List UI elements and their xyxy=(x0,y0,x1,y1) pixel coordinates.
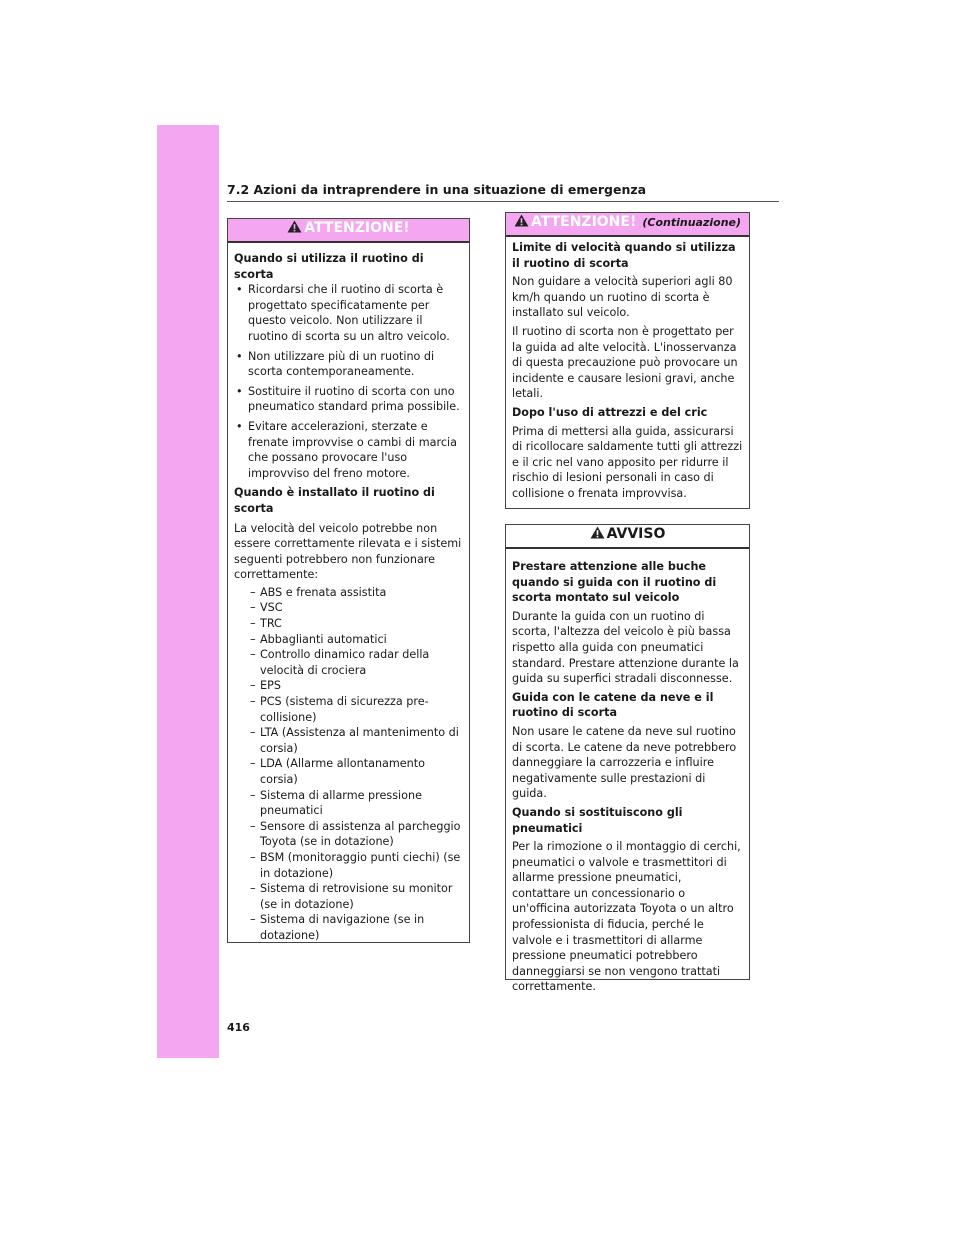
list-item: • Evitare accelerazioni, sterzate e frenate improvvise o cambi di marcia che possano provocare l'uso improvviso del freno motore. xyxy=(234,419,463,481)
section-heading: Guida con le catene da neve e il ruotino di scorta xyxy=(512,690,714,720)
warning-box-left xyxy=(227,218,470,943)
section-heading: Quando si sostituiscono gli pneumatici xyxy=(512,805,683,835)
warning-icon xyxy=(287,220,302,233)
warning-title: ATTENZIONE! xyxy=(530,214,637,230)
section-heading: Quando è installato il ruotino di scorta xyxy=(234,486,435,515)
continuation-label: (Continuazione) xyxy=(642,216,742,229)
paragraph: Non usare le catene da neve sul ruotino di scorta. Le catene da neve potrebbero danneggiare la carrozzeria e influire negativamente sulle prestazioni di guida. xyxy=(512,724,737,801)
list-item: • Non utilizzare più di un ruotino di scorta contemporaneamente. xyxy=(234,349,463,380)
warning-content xyxy=(506,237,749,510)
list-item: – Controllo dinamico radar della velocità di crociera xyxy=(250,647,463,678)
notice-icon xyxy=(590,526,605,539)
list-item: – Sistema di allarme pressione pneumatici xyxy=(250,788,463,819)
warning-header xyxy=(228,219,469,243)
list-item: – Sistema di retrovisione su monitor (se in dotazione) xyxy=(250,881,463,912)
list-item: • Sostituire il ruotino di scorta con uno pneumatico standard prima possibile. xyxy=(234,384,463,415)
section-heading: Limite di velocità quando si utilizza il ruotino di scorta xyxy=(512,241,736,270)
notice-box xyxy=(505,524,750,994)
paragraph: Il ruotino di scorta non è progettato per la guida ad alte velocità. L'inosservanza di questa precauzione può provocare un incidente e causare lesioni gravi, anche letali. xyxy=(512,324,738,401)
page-header xyxy=(227,179,779,202)
list-item: – Abbaglianti automatici xyxy=(250,632,463,648)
section-heading: Quando si utilizza il ruotino di scorta xyxy=(234,252,424,281)
warning-icon xyxy=(514,214,529,227)
warning-header xyxy=(506,213,749,237)
list-item: • Ricordarsi che il ruotino di scorta è progettato specificatamente per questo veicolo. Non utilizzare il ruotino di scorta su un altro veicolo. xyxy=(234,282,463,344)
list-item: – Sistema di navigazione (se in dotazione) xyxy=(250,912,463,943)
section-heading: Dopo l'uso di attrezzi e del cric xyxy=(512,405,708,419)
paragraph: Per la rimozione o il montaggio di cerchi, pneumatici o valvole e trasmettitori di allarme pressione pneumatici, contattare un concessionario o un'officina autorizzata Toyota o un altro professionista di fiducia, perché le valvole e i trasmettitori di allarme pressione pneumatici potrebbero danneggiarsi se non vengono trattati correttamente. xyxy=(512,840,741,994)
list-item: – EPS xyxy=(250,678,463,694)
notice-content xyxy=(506,549,749,1003)
section-heading: Prestare attenzione alle buche quando si guida con il ruotino di scorta montato sul veicolo xyxy=(512,560,717,605)
notice-header xyxy=(506,525,749,549)
warning-title: ATTENZIONE! xyxy=(304,220,410,236)
list-item: – ABS e frenata assistita xyxy=(250,585,463,601)
paragraph: La velocità del veicolo potrebbe non essere correttamente rilevata e i sistemi seguenti potrebbero non funzionare correttamente: xyxy=(234,521,462,582)
warning-content xyxy=(228,243,469,950)
notice-title: AVVISO xyxy=(606,526,666,542)
page-number: 416 xyxy=(227,1021,250,1034)
list-item: – LTA (Assistenza al mantenimento di corsia) xyxy=(250,725,463,756)
sidebar-tab xyxy=(157,125,219,1058)
paragraph: Non guidare a velocità superiori agli 80 km/h quando un ruotino di scorta è installato sul veicolo. xyxy=(512,275,733,320)
paragraph: Prima di mettersi alla guida, assicurarsi di ricollocare saldamente tutti gli attrezzi e il cric nel vano apposito per ridurre il rischio di lesioni personali in caso di collisione o frenata improvvisa. xyxy=(512,424,743,500)
bullet-list xyxy=(234,282,463,481)
section-title: 7.2 Azioni da intraprendere in una situazione di emergenza xyxy=(227,182,647,197)
list-item: – Sensore di assistenza al parcheggio Toyota (se in dotazione) xyxy=(250,819,463,850)
list-item: – TRC xyxy=(250,616,463,632)
paragraph: Durante la guida con un ruotino di scorta, l'altezza del veicolo è più bassa rispetto alla guida con pneumatici standard. Prestare attenzione durante la guida su superfici stradali disconnesse. xyxy=(512,609,739,686)
list-item: – VSC xyxy=(250,600,463,616)
list-item: – PCS (sistema di sicurezza pre-collisione) xyxy=(250,694,463,725)
list-item: – BSM (monitoraggio punti ciechi) (se in dotazione) xyxy=(250,850,463,881)
warning-box-continued xyxy=(505,212,750,509)
systems-list xyxy=(234,585,463,944)
list-item: – LDA (Allarme allontanamento corsia) xyxy=(250,756,463,787)
